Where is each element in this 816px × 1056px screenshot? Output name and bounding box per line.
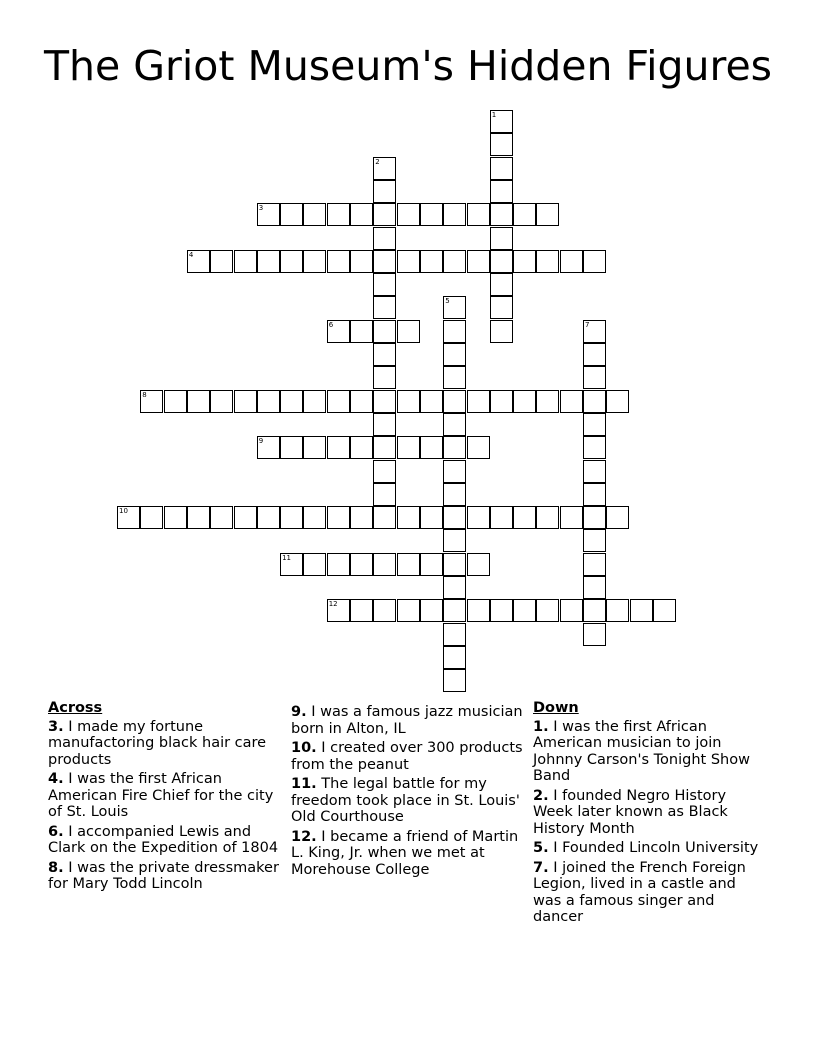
grid-cell[interactable]: [443, 203, 466, 226]
grid-cell[interactable]: [234, 250, 257, 273]
cell-number: 5: [445, 297, 450, 306]
grid-cell[interactable]: [234, 506, 257, 529]
cell-number: 7: [585, 320, 590, 329]
grid-cell[interactable]: [583, 553, 606, 576]
grid-cell[interactable]: [397, 553, 420, 576]
clue-across-6: 6. I accompanied Lewis and Clark on the Expedition of 1804: [48, 823, 279, 856]
grid-cell[interactable]: [373, 390, 396, 413]
grid-cell[interactable]: [420, 506, 443, 529]
grid-cell[interactable]: [443, 413, 466, 436]
grid-cell[interactable]: [513, 203, 536, 226]
grid-cell[interactable]: [327, 320, 350, 343]
grid-cell[interactable]: [443, 250, 466, 273]
grid-cell[interactable]: [373, 483, 396, 506]
grid-cell[interactable]: [373, 180, 396, 203]
grid-cell[interactable]: [280, 203, 303, 226]
grid-cell[interactable]: [467, 436, 490, 459]
grid-cell[interactable]: [490, 133, 513, 156]
grid-cell[interactable]: [350, 203, 373, 226]
grid-cell[interactable]: [257, 506, 280, 529]
cell-number: 12: [328, 600, 338, 609]
cell-number: 2: [375, 157, 380, 166]
grid-cell[interactable]: [653, 599, 676, 622]
grid-cell[interactable]: [327, 203, 350, 226]
grid-cell[interactable]: [257, 390, 280, 413]
grid-cell[interactable]: [583, 250, 606, 273]
grid-cell[interactable]: [443, 646, 466, 669]
grid-cell[interactable]: [443, 576, 466, 599]
grid-cell[interactable]: [583, 529, 606, 552]
grid-cell[interactable]: [303, 390, 326, 413]
grid-cell[interactable]: [397, 320, 420, 343]
grid-cell[interactable]: [583, 599, 606, 622]
clue-down-7: 7. I joined the French Foreign Legion, lived in a castle and was a famous singer and dancer: [533, 859, 746, 925]
grid-cell[interactable]: [583, 623, 606, 646]
grid-cell[interactable]: [303, 506, 326, 529]
grid-cell[interactable]: [164, 390, 187, 413]
grid-cell[interactable]: [536, 250, 559, 273]
grid-cell[interactable]: [280, 250, 303, 273]
grid-cell[interactable]: [373, 413, 396, 436]
grid-cell[interactable]: [373, 366, 396, 389]
cell-number: 3: [258, 204, 264, 213]
grid-cell[interactable]: [303, 250, 326, 273]
grid-cell[interactable]: [490, 320, 513, 343]
grid-cell[interactable]: [373, 599, 396, 622]
grid-cell[interactable]: [467, 599, 490, 622]
grid-cell[interactable]: [583, 320, 606, 343]
grid-cell[interactable]: [303, 436, 326, 459]
grid-cell[interactable]: [397, 390, 420, 413]
grid-cell[interactable]: [490, 296, 513, 319]
clue-down-2: 2. I founded Negro History Week later known as Black History Month: [533, 787, 728, 837]
grid-cell[interactable]: [443, 506, 466, 529]
grid-cell[interactable]: [350, 250, 373, 273]
grid-cell[interactable]: [327, 250, 350, 273]
grid-cell[interactable]: [490, 203, 513, 226]
cell-number: 6: [328, 320, 334, 329]
grid-cell[interactable]: [583, 343, 606, 366]
grid-cell[interactable]: [467, 203, 490, 226]
grid-cell[interactable]: [280, 553, 303, 576]
cell-number: 11: [282, 553, 292, 562]
grid-cell[interactable]: [210, 250, 233, 273]
grid-cell[interactable]: [560, 250, 583, 273]
grid-cell[interactable]: [513, 599, 536, 622]
grid-cell[interactable]: [490, 599, 513, 622]
grid-cell[interactable]: [373, 157, 396, 180]
grid-cell[interactable]: [350, 320, 373, 343]
cell-number: 9: [258, 437, 264, 446]
grid-cell[interactable]: [583, 390, 606, 413]
grid-cell[interactable]: [373, 553, 396, 576]
grid-cell[interactable]: [350, 599, 373, 622]
grid-cell[interactable]: [373, 227, 396, 250]
grid-cell[interactable]: [443, 599, 466, 622]
grid-cell[interactable]: [536, 506, 559, 529]
grid-cell[interactable]: [303, 203, 326, 226]
grid-cell[interactable]: [327, 599, 350, 622]
grid-cell[interactable]: [140, 506, 163, 529]
across-heading: Across: [48, 700, 103, 716]
grid-cell[interactable]: [560, 390, 583, 413]
grid-cell[interactable]: [513, 250, 536, 273]
grid-cell[interactable]: [583, 436, 606, 459]
grid-cell[interactable]: [373, 343, 396, 366]
grid-cell[interactable]: [397, 506, 420, 529]
grid-cell[interactable]: [583, 576, 606, 599]
grid-cell[interactable]: [397, 599, 420, 622]
grid-cell[interactable]: [443, 669, 466, 692]
grid-cell[interactable]: [350, 436, 373, 459]
grid-cell[interactable]: [187, 506, 210, 529]
across-clues-column-1: [48, 700, 280, 896]
grid-cell[interactable]: [373, 296, 396, 319]
grid-cell[interactable]: [490, 390, 513, 413]
grid-cell[interactable]: [513, 390, 536, 413]
grid-cell[interactable]: [420, 250, 443, 273]
grid-cell[interactable]: [373, 250, 396, 273]
clue-across-9: 9. I was a famous jazz musician born in Alton, IL: [291, 704, 523, 737]
grid-cell[interactable]: [443, 320, 466, 343]
grid-cell[interactable]: [583, 413, 606, 436]
grid-cell[interactable]: [420, 390, 443, 413]
grid-cell[interactable]: [420, 203, 443, 226]
cell-number: 10: [119, 507, 128, 516]
puzzle-title: The Griot Museum's Hidden Figures: [43, 42, 773, 90]
grid-cell[interactable]: [420, 553, 443, 576]
grid-cell[interactable]: [443, 529, 466, 552]
grid-cell[interactable]: [490, 110, 513, 133]
grid-cell[interactable]: [536, 599, 559, 622]
grid-cell[interactable]: [513, 506, 536, 529]
grid-cell[interactable]: [280, 436, 303, 459]
cell-number: 4: [188, 250, 194, 259]
grid-cell[interactable]: [420, 436, 443, 459]
grid-cell[interactable]: [490, 250, 513, 273]
grid-cell[interactable]: [350, 506, 373, 529]
grid-cell[interactable]: [373, 506, 396, 529]
down-clues-column: [533, 700, 765, 929]
grid-cell[interactable]: [490, 157, 513, 180]
grid-cell[interactable]: [327, 506, 350, 529]
grid-cell[interactable]: [234, 390, 257, 413]
grid-cell[interactable]: [397, 436, 420, 459]
grid-cell[interactable]: [397, 250, 420, 273]
grid-cell[interactable]: [350, 553, 373, 576]
grid-cell[interactable]: [303, 553, 326, 576]
clue-across-3: 3. I made my fortune manufactoring black hair care products: [48, 718, 267, 768]
clue-across-11: 11. The legal battle for my freedom took place in St. Louis' Old Courthouse: [291, 776, 520, 825]
cell-number: 1: [491, 111, 497, 119]
grid-cell[interactable]: [443, 623, 466, 646]
grid-cell[interactable]: [536, 390, 559, 413]
grid-cell[interactable]: [467, 553, 490, 576]
grid-cell[interactable]: [327, 390, 350, 413]
grid-cell[interactable]: [117, 506, 140, 529]
grid-cell[interactable]: [350, 390, 373, 413]
clue-across-12: 12. I became a friend of Martin L. King, Jr. when we met at Morehouse College: [291, 828, 519, 878]
grid-cell[interactable]: [373, 273, 396, 296]
grid-cell[interactable]: [443, 460, 466, 483]
grid-cell[interactable]: [210, 390, 233, 413]
grid-cell[interactable]: [560, 599, 583, 622]
grid-cell[interactable]: [583, 366, 606, 389]
grid-cell[interactable]: [490, 506, 513, 529]
grid-cell[interactable]: [467, 250, 490, 273]
grid-cell[interactable]: [420, 599, 443, 622]
cell-number: 8: [142, 390, 147, 399]
grid-cell[interactable]: [327, 553, 350, 576]
grid-cell[interactable]: [187, 390, 210, 413]
grid-cell[interactable]: [210, 506, 233, 529]
across-clues-column-2: [291, 704, 523, 881]
grid-cell[interactable]: [164, 506, 187, 529]
grid-cell[interactable]: [560, 506, 583, 529]
grid-cell[interactable]: [606, 506, 629, 529]
grid-cell[interactable]: [443, 343, 466, 366]
grid-cell[interactable]: [257, 203, 280, 226]
grid-cell[interactable]: [583, 483, 606, 506]
clue-across-10: 10. I created over 300 products from the peanut: [291, 740, 523, 773]
grid-cell[interactable]: [583, 506, 606, 529]
grid-cell[interactable]: [467, 506, 490, 529]
grid-cell[interactable]: [373, 203, 396, 226]
grid-cell[interactable]: [606, 390, 629, 413]
grid-cell[interactable]: [257, 250, 280, 273]
grid-cell[interactable]: [536, 203, 559, 226]
grid-cell[interactable]: [257, 436, 280, 459]
grid-cell[interactable]: [583, 460, 606, 483]
grid-cell[interactable]: [443, 553, 466, 576]
grid-cell[interactable]: [397, 203, 420, 226]
clue-down-5: 5. I Founded Lincoln University: [533, 840, 759, 856]
grid-cell[interactable]: [630, 599, 653, 622]
grid-cell[interactable]: [280, 390, 303, 413]
grid-cell[interactable]: [373, 320, 396, 343]
grid-cell[interactable]: [443, 436, 466, 459]
grid-cell[interactable]: [490, 273, 513, 296]
grid-cell[interactable]: [280, 506, 303, 529]
clue-across-4: 4. I was the first African American Fire Chief for the city of St. Louis: [48, 771, 274, 820]
clue-down-1: 1. I was the first African American musician to join Johnny Carson's Tonight Show Band: [533, 718, 750, 784]
clue-across-8: 8. I was the private dressmaker for Mary Todd Lincoln: [48, 859, 279, 892]
grid-cell[interactable]: [443, 366, 466, 389]
grid-cell[interactable]: [373, 460, 396, 483]
grid-cell[interactable]: [327, 436, 350, 459]
grid-cell[interactable]: [467, 390, 490, 413]
grid-cell[interactable]: [443, 296, 466, 319]
grid-cell[interactable]: [490, 180, 513, 203]
grid-cell[interactable]: [187, 250, 210, 273]
grid-cell[interactable]: [606, 599, 629, 622]
grid-cell[interactable]: [443, 390, 466, 413]
grid-cell[interactable]: [373, 436, 396, 459]
down-heading: Down: [533, 700, 579, 716]
grid-cell[interactable]: [140, 390, 163, 413]
grid-cell[interactable]: [490, 227, 513, 250]
grid-cell[interactable]: [443, 483, 466, 506]
